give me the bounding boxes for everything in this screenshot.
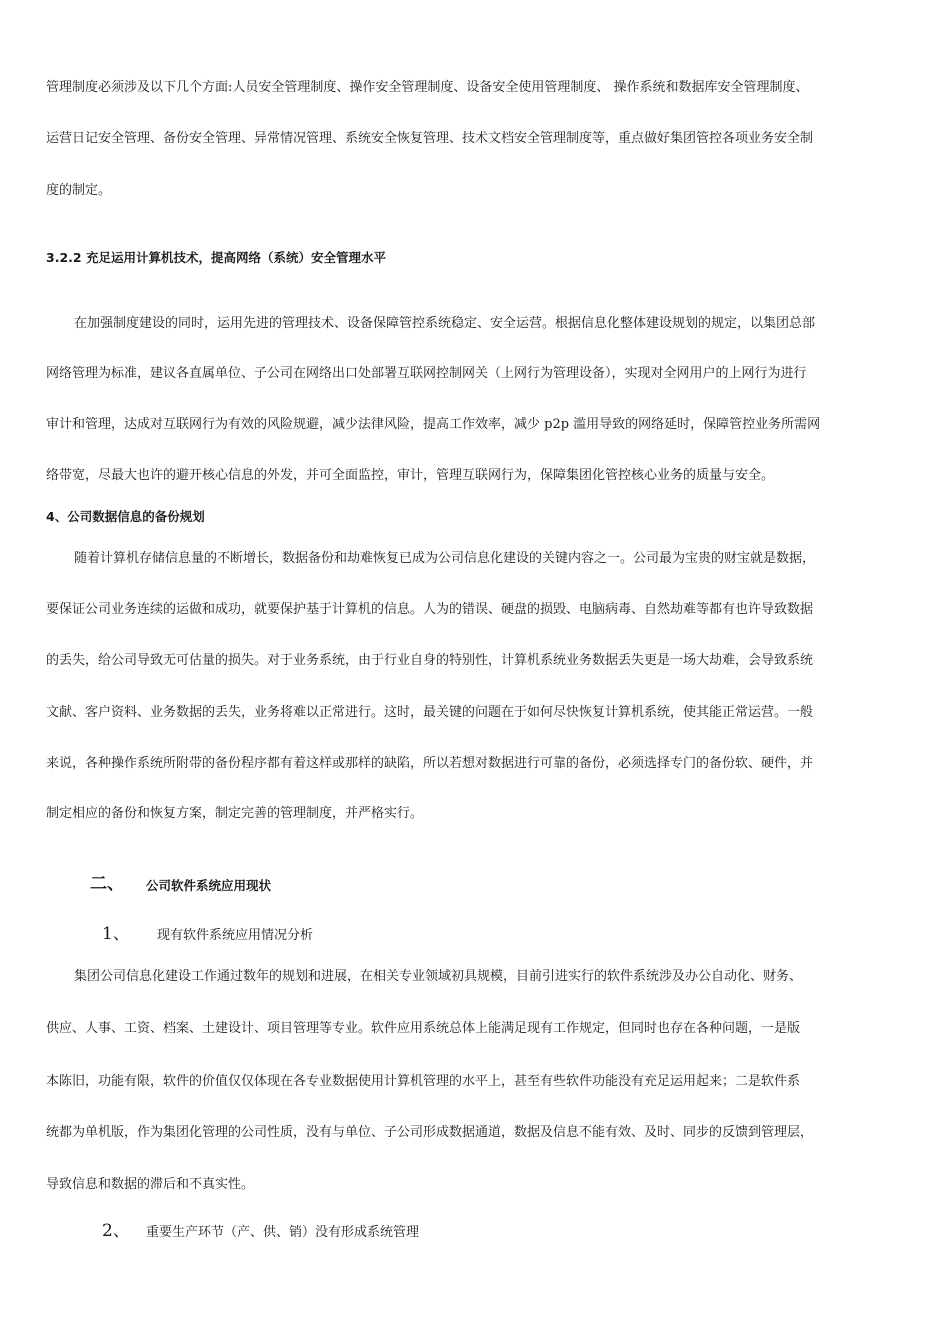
paragraph-line: 导致信息和数据的滞后和不真实性。 <box>46 1177 255 1192</box>
paragraph-line: 络带宽，尽最大也许的避开核心信息的外发，并可全面监控，审计，管理互联网行为，保障集团化管控核心业务的质量与安全。 <box>46 468 775 483</box>
chapter-title: 公司软件系统应用现状 <box>146 878 272 893</box>
paragraph-line: 来说，各种操作系统所附带的备份程序都有着这样或那样的缺陷，所以若想对数据进行可靠的备份，必须选择专门的备份软、硬件，并 <box>46 756 814 771</box>
paragraph-line: 制定相应的备份和恢复方案，制定完善的管理制度，并严格实行。 <box>46 806 424 821</box>
section-heading-3-2-2: 3.2.2 充足运用计算机技术，提高网络（系统）安全管理水平 <box>46 250 386 265</box>
paragraph-line: 随着计算机存储信息量的不断增长，数据备份和劫难恢复已成为公司信息化建设的关键内容之一。公司最为宝贵的财宝就是数据， <box>74 551 816 566</box>
paragraph-line: 本陈旧，功能有限，软件的价值仅仅体现在各专业数据使用计算机管理的水平上，甚至有些软件功能没有充足运用起来；二是软件系 <box>46 1074 801 1089</box>
subsection-number: 1、 <box>102 924 130 944</box>
paragraph-line: 集团公司信息化建设工作通过数年的规划和进展，在相关专业领域初具规模，目前引进实行的软件系统涉及办公自动化、财务、 <box>74 969 803 984</box>
paragraph-line: 度的制定。 <box>46 183 112 198</box>
chapter-number: 二、 <box>90 874 124 894</box>
paragraph-line: 要保证公司业务连续的运做和成功，就要保护基于计算机的信息。人为的错误、硬盘的损毁、电脑病毒、自然劫难等都有也许导致数据 <box>46 602 814 617</box>
paragraph-line: 网络管理为标准，建议各直属单位、子公司在网络出口处部署互联网控制网关（上网行为管理设备），实现对全网用户的上网行为进行 <box>46 366 807 381</box>
paragraph-line: 运营日记安全管理、备份安全管理、异常情况管理、系统安全恢复管理、技术文档安全管理制度等，重点做好集团管控各项业务安全制 <box>46 131 814 146</box>
subsection-title: 现有软件系统应用情况分析 <box>157 928 314 943</box>
subsection-number: 2、 <box>102 1221 130 1241</box>
paragraph-line: 的丢失，给公司导致无可估量的损失。对于业务系统，由于行业自身的特别性，计算机系统业务数据丢失更是一场大劫难，会导致系统 <box>46 653 814 668</box>
paragraph-line: 供应、人事、工资、档案、土建设计、项目管理等专业。软件应用系统总体上能满足现有工作规定，但同时也存在各种问题，一是版 <box>46 1021 801 1036</box>
paragraph-line: 在加强制度建设的同时，运用先进的管理技术、设备保障管控系统稳定、安全运营。根据信息化整体建设规划的规定，以集团总部 <box>74 316 816 331</box>
paragraph-line: 审计和管理，达成对互联网行为有效的风险规避，减少法律风险，提高工作效率，减少 p2p 滥用导致的网络延时，保障管控业务所需网 <box>46 417 821 432</box>
paragraph-line: 统都为单机版，作为集团化管理的公司性质，没有与单位、子公司形成数据通道，数据及信息不能有效、及时、同步的反馈到管理层， <box>46 1125 814 1140</box>
paragraph-line: 管理制度必须涉及以下几个方面:人员安全管理制度、操作安全管理制度、设备安全使用管理制度、 操作系统和数据库安全管理制度、 <box>46 80 809 95</box>
subsection-title: 重要生产环节（产、供、销）没有形成系统管理 <box>146 1225 420 1240</box>
section-heading-4: 4、公司数据信息的备份规划 <box>46 509 205 524</box>
paragraph-line: 文献、客户资料、业务数据的丢失，业务将难以正常进行。这时，最关键的问题在于如何尽快恢复计算机系统，使其能正常运营。一般 <box>46 705 814 720</box>
